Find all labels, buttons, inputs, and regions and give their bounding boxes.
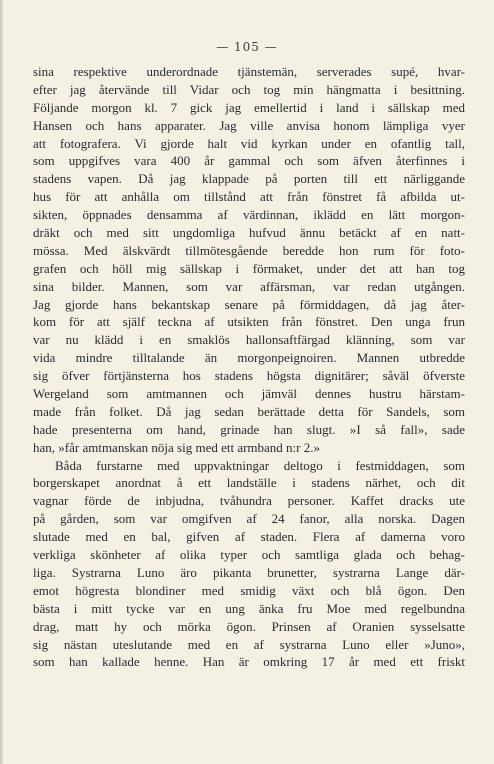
text-line: emot högresta blondiner med smidig växt och blå ögon. Den (33, 582, 465, 598)
text-line: sig öfver förtjänsterna hos stadens högsta dignitärer; såväl öfverste (33, 368, 465, 384)
text-line: mössa. Med älskvärdt tillmötesgående beredde hon rum för foto- (33, 242, 465, 258)
text-line: Båda furstarne med uppvaktningar deltogo i festmiddagen, som (55, 457, 465, 473)
text-line: sikten, öppnades densamma af värdinnan, iklädd en lätt morgon- (33, 207, 465, 223)
text-line: Följande morgon kl. 7 gick jag emellertid i land i sällskap med (33, 99, 465, 115)
page-number: — 105 — (216, 40, 278, 54)
page-gutter-shadow (0, 0, 4, 764)
text-line: han, »får amtmanskan nöja sig med ett armband n:r 2.» (33, 439, 321, 455)
text-line: slutade med en bal, gifven af staden. Flera af damerna voro (33, 529, 465, 545)
text-line: vagnar förde de inbjudna, tvåhundra personer. Kaffet dracks ute (33, 493, 465, 509)
text-line: att fotografera. Vi gjorde halt vid kyrkan under en ofantlig tall, (33, 135, 465, 151)
text-line: bästa i mitt tycke var en ung änka fru Moe med regelbundna (33, 600, 465, 616)
body-text (33, 63, 465, 671)
text-line: drag, matt hy och mörka ögon. Prinsen af Oranien sysselsatte (33, 618, 465, 634)
text-line: som uppgifves vara 400 år gammal och som äfven återfinnes i (33, 153, 465, 169)
text-line: grafen och höll mig sällskap i förmaket, under det att han tog (33, 260, 465, 276)
text-line: borgerskapet anordnat å ett landställe i stadens närhet, och dit (33, 475, 465, 491)
text-line: vida mindre tilltalande än morgonpeignoiren. Mannen utbredde (33, 350, 465, 366)
text-line: made från folket. Då jag sedan berättade detta för Sandels, som (33, 403, 465, 419)
text-line: verkliga skönheter af olika typer och samtliga glada och behag- (33, 547, 465, 563)
text-line: sina bilder. Mannen, som var affärsman, var redan utgången. (33, 278, 465, 294)
text-line: sig nästan uteslutande med en af systrarna Luno eller »Juno», (33, 636, 465, 652)
text-line: Wergeland som amtmannen och jämväl dennes hustru härstam- (33, 386, 465, 402)
text-line: kom för att själf teckna af utsikten från fönstret. Den unga frun (33, 314, 465, 330)
text-line: hus för att anhålla om tillstånd att från fönstret få afbilda ut- (33, 189, 465, 205)
text-line: som han kallade henne. Han är omkring 17 år med ett friskt (33, 654, 465, 670)
text-line: var nu klädd i en smaklös hallonsaftfärgad klänning, som var (33, 332, 465, 348)
text-line: Hansen och hans apparater. Jag ville anvisa honom lämpliga vyer (33, 117, 465, 133)
text-line: hade presenterna om hand, grinade han slugt. »I så fall», sade (33, 421, 465, 437)
text-line: sina respektive underordnade tjänstemän, serverades supé, hvar- (33, 64, 465, 79)
text-line: dräkt och med sitt ungdomliga hufvud ännu betäckt af en natt- (33, 225, 465, 241)
text-line: efter jag återvände till Vidar och tog min hängmatta i besittning. (33, 81, 465, 97)
text-line: på gården, som var omgifven af 24 fanor, alla norska. Dagen (33, 511, 465, 527)
text-line: liga. Systrarna Luno äro pikanta brunetter, systrarna Lange där- (33, 564, 465, 580)
text-line: Jag gjorde hans bekantskap senare på förmiddagen, då jag åter- (33, 296, 465, 312)
text-line: stadens vapen. Då jag klappade på porten till ett närliggande (33, 171, 465, 187)
